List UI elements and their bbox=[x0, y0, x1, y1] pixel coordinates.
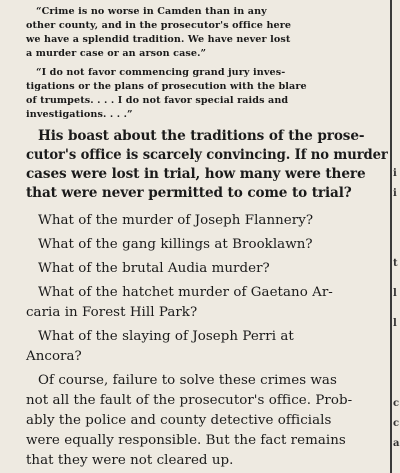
quote-line: “Crime is no worse in Camden than in any bbox=[36, 6, 267, 17]
question-line: Ancora? bbox=[26, 349, 82, 364]
quote-line: investigations. . . .” bbox=[26, 109, 133, 120]
quote-line: tigations or the plans of prosecution with the blare bbox=[26, 81, 307, 92]
question-line: What of the murder of Joseph Flannery? bbox=[38, 213, 314, 228]
adjacent-column-fragment: i bbox=[393, 188, 397, 199]
closing-line: that they were not cleared up. bbox=[26, 453, 234, 468]
question-line: What of the slaying of Joseph Perri at bbox=[38, 329, 294, 344]
adjacent-column-fragment: l bbox=[393, 288, 397, 299]
quote-line: we have a splendid tradition. We have never lost bbox=[26, 34, 291, 45]
question-line: What of the hatchet murder of Gaetano Ar- bbox=[38, 285, 333, 300]
adjacent-column-fragment: c bbox=[393, 418, 400, 429]
question-line: caria in Forest Hill Park? bbox=[26, 305, 198, 320]
adjacent-column-fragment: i bbox=[393, 168, 397, 179]
adjacent-column-fragment: t bbox=[393, 258, 398, 269]
quote-line: a murder case or an arson case.” bbox=[26, 48, 207, 59]
bold-line: cases were lost in trial, how many were there bbox=[26, 166, 366, 182]
bold-line: His boast about the traditions of the prose- bbox=[38, 128, 365, 144]
closing-line: ably the police and county detective officials bbox=[26, 413, 332, 428]
closing-line: Of course, failure to solve these crimes was bbox=[38, 373, 337, 388]
column-rule bbox=[390, 0, 392, 473]
adjacent-column-fragment: a bbox=[393, 438, 400, 449]
adjacent-column-fragment: c bbox=[393, 398, 400, 409]
question-line: What of the brutal Audia murder? bbox=[38, 261, 270, 276]
quote-line: other county, and in the prosecutor's office here bbox=[26, 20, 292, 31]
quote-line: “I do not favor commencing grand jury inves- bbox=[36, 67, 286, 78]
bold-line: cutor's office is scarcely convincing. If no murder bbox=[26, 147, 388, 163]
closing-line: not all the fault of the prosecutor's office. Prob- bbox=[26, 393, 353, 408]
question-line: What of the gang killings at Brooklawn? bbox=[38, 237, 313, 252]
adjacent-column-fragment: l bbox=[393, 318, 397, 329]
quote-line: of trumpets. . . . I do not favor special raids and bbox=[26, 95, 289, 106]
bold-line: that were never permitted to come to trial? bbox=[26, 185, 352, 201]
closing-line: were equally responsible. But the fact remains bbox=[26, 433, 346, 448]
